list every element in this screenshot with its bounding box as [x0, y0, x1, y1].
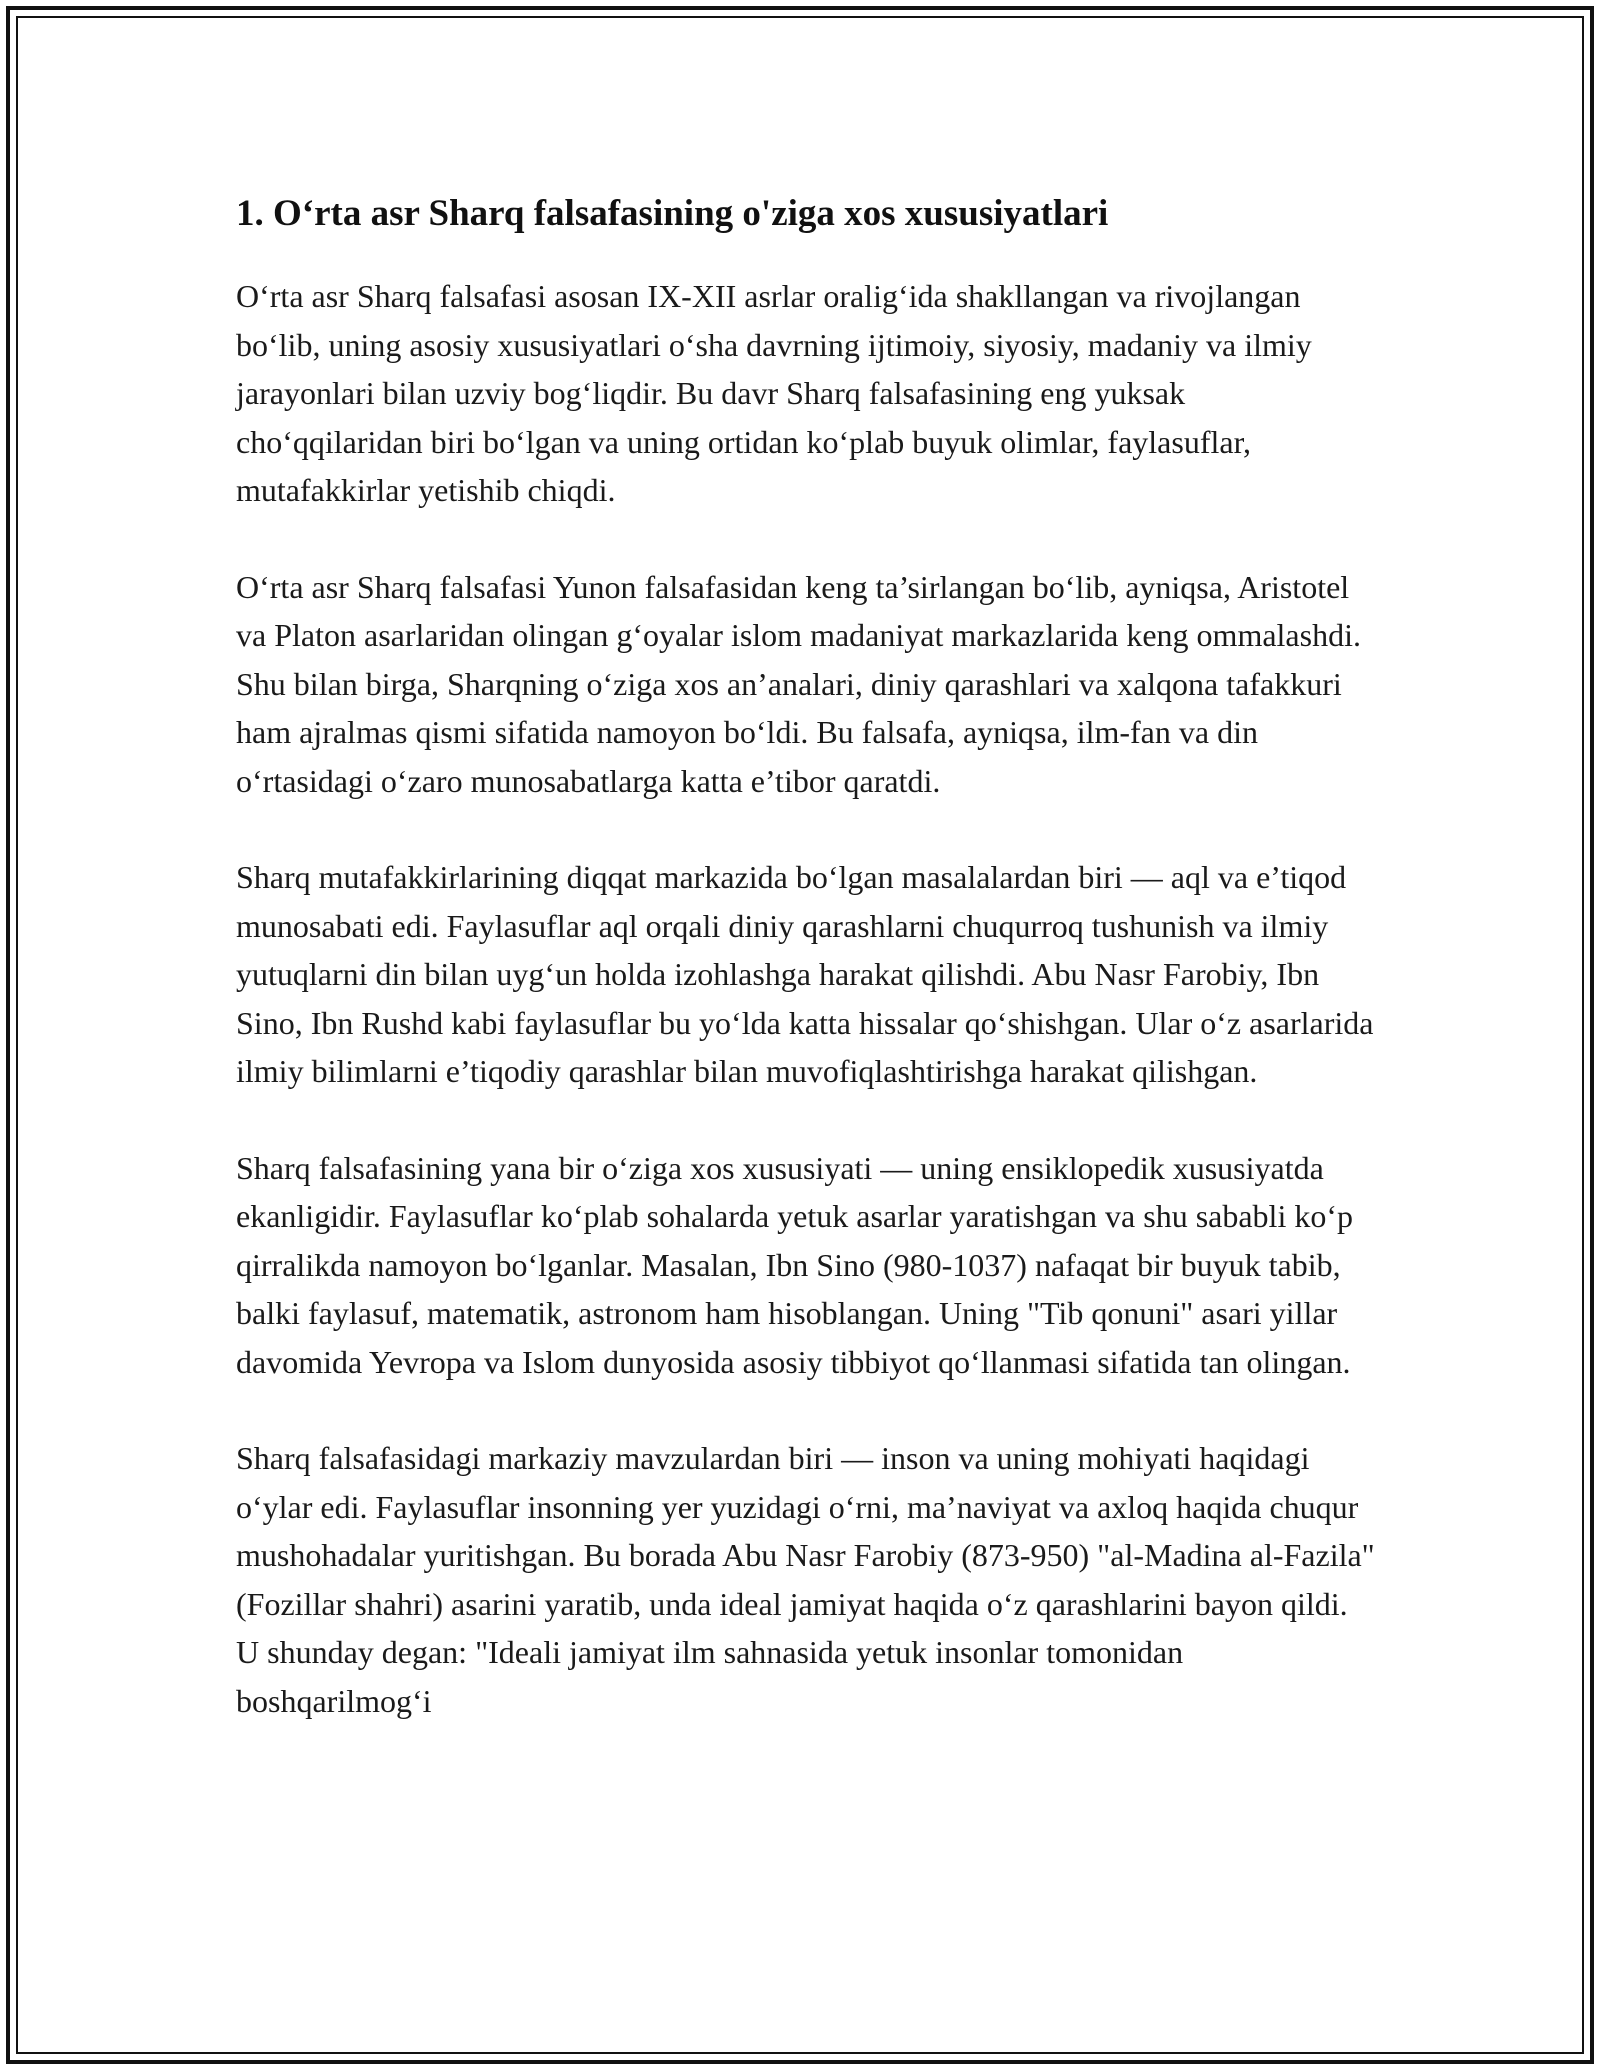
paragraph-5: Sharq falsafasidagi markaziy mavzulardan biri — inson va uning mohiyati haqidagi o‘ylar edi. Faylasuflar insonning yer yuzidagi o‘rni, ma’naviyat va axloq haqida chuqur mushohadalar yuritishgan. Bu borada Abu Nasr Farobiy (873-950) "al-Madina al-Fazila" (Fozillar shahri) asarini yaratib, unda ideal jamiyat haqida o‘z qarashlarini bayon qildi. U shunday degan: "Ideali jamiyat ilm sahnasida yetuk insonlar tomonidan boshqarilmog‘i	[236, 1440, 1375, 1719]
paragraph-1: O‘rta asr Sharq falsafasi asosan IX-XII asrlar oralig‘ida shakllangan va rivojlangan bo‘lib, uning asosiy xususiyatlari o‘sha davrning ijtimoiy, siyosiy, madaniy va ilmiy jarayonlari bilan uzviy bog‘liqdir. Bu davr Sharq falsafasining eng yuksak cho‘qqilaridan biri bo‘lgan va uning ortidan ko‘plab buyuk olimlar, faylasuflar, mutafakkirlar yetishib chiqdi.	[236, 278, 1312, 508]
paragraph-3: Sharq mutafakkirlarining diqqat markazida bo‘lgan masalalardan biri — aql va e’tiqod munosabati edi. Faylasuflar aql orqali diniy qarashlarni chuqurroq tushunish va ilmiy yutuqlarni din bilan uyg‘un holda izohlashga harakat qilishdi. Abu Nasr Farobiy, Ibn Sino, Ibn Rushd kabi faylasuflar bu yo‘lda katta hissalar qo‘shishgan. Ular o‘z asarlarida ilmiy bilimlarni e’tiqodiy qarashlar bilan muvofiqlashtirishga harakat qilishgan.	[236, 859, 1374, 1089]
section-heading: 1. O‘rta asr Sharq falsafasining o'ziga xos xususiyatlari	[236, 193, 1109, 234]
paragraph-4: Sharq falsafasining yana bir o‘ziga xos xususiyati — uning ensiklopedik xususiyatda ekanligidir. Faylasuflar ko‘plab sohalarda yetuk asarlar yaratishgan va shu sababli ko‘p qirralikda namoyon bo‘lganlar. Masalan, Ibn Sino (980-1037) nafaqat bir buyuk tabib, balki faylasuf, matematik, astronom ham hisoblangan. Uning "Tib qonuni" asari yillar davomida Yevropa va Islom dunyosida asosiy tibbiyot qo‘llanmasi sifatida tan olingan.	[236, 1149, 1353, 1380]
paragraph-2: O‘rta asr Sharq falsafasi Yunon falsafasidan keng ta’sirlangan bo‘lib, ayniqsa, Aristotel va Platon asarlaridan olingan g‘oyalar islom madaniyat markazlarida keng ommalashdi. Shu bilan birga, Sharqning o‘ziga xos an’analari, diniy qarashlari va xalqona tafakkuri ham ajralmas qismi sifatida namoyon bo‘ldi. Bu falsafa, ayniqsa, ilm-fan va din o‘rtasidagi o‘zaro munosabatlarga katta e’tibor qaratdi.	[236, 568, 1361, 799]
document-body	[236, 188, 1376, 1773]
